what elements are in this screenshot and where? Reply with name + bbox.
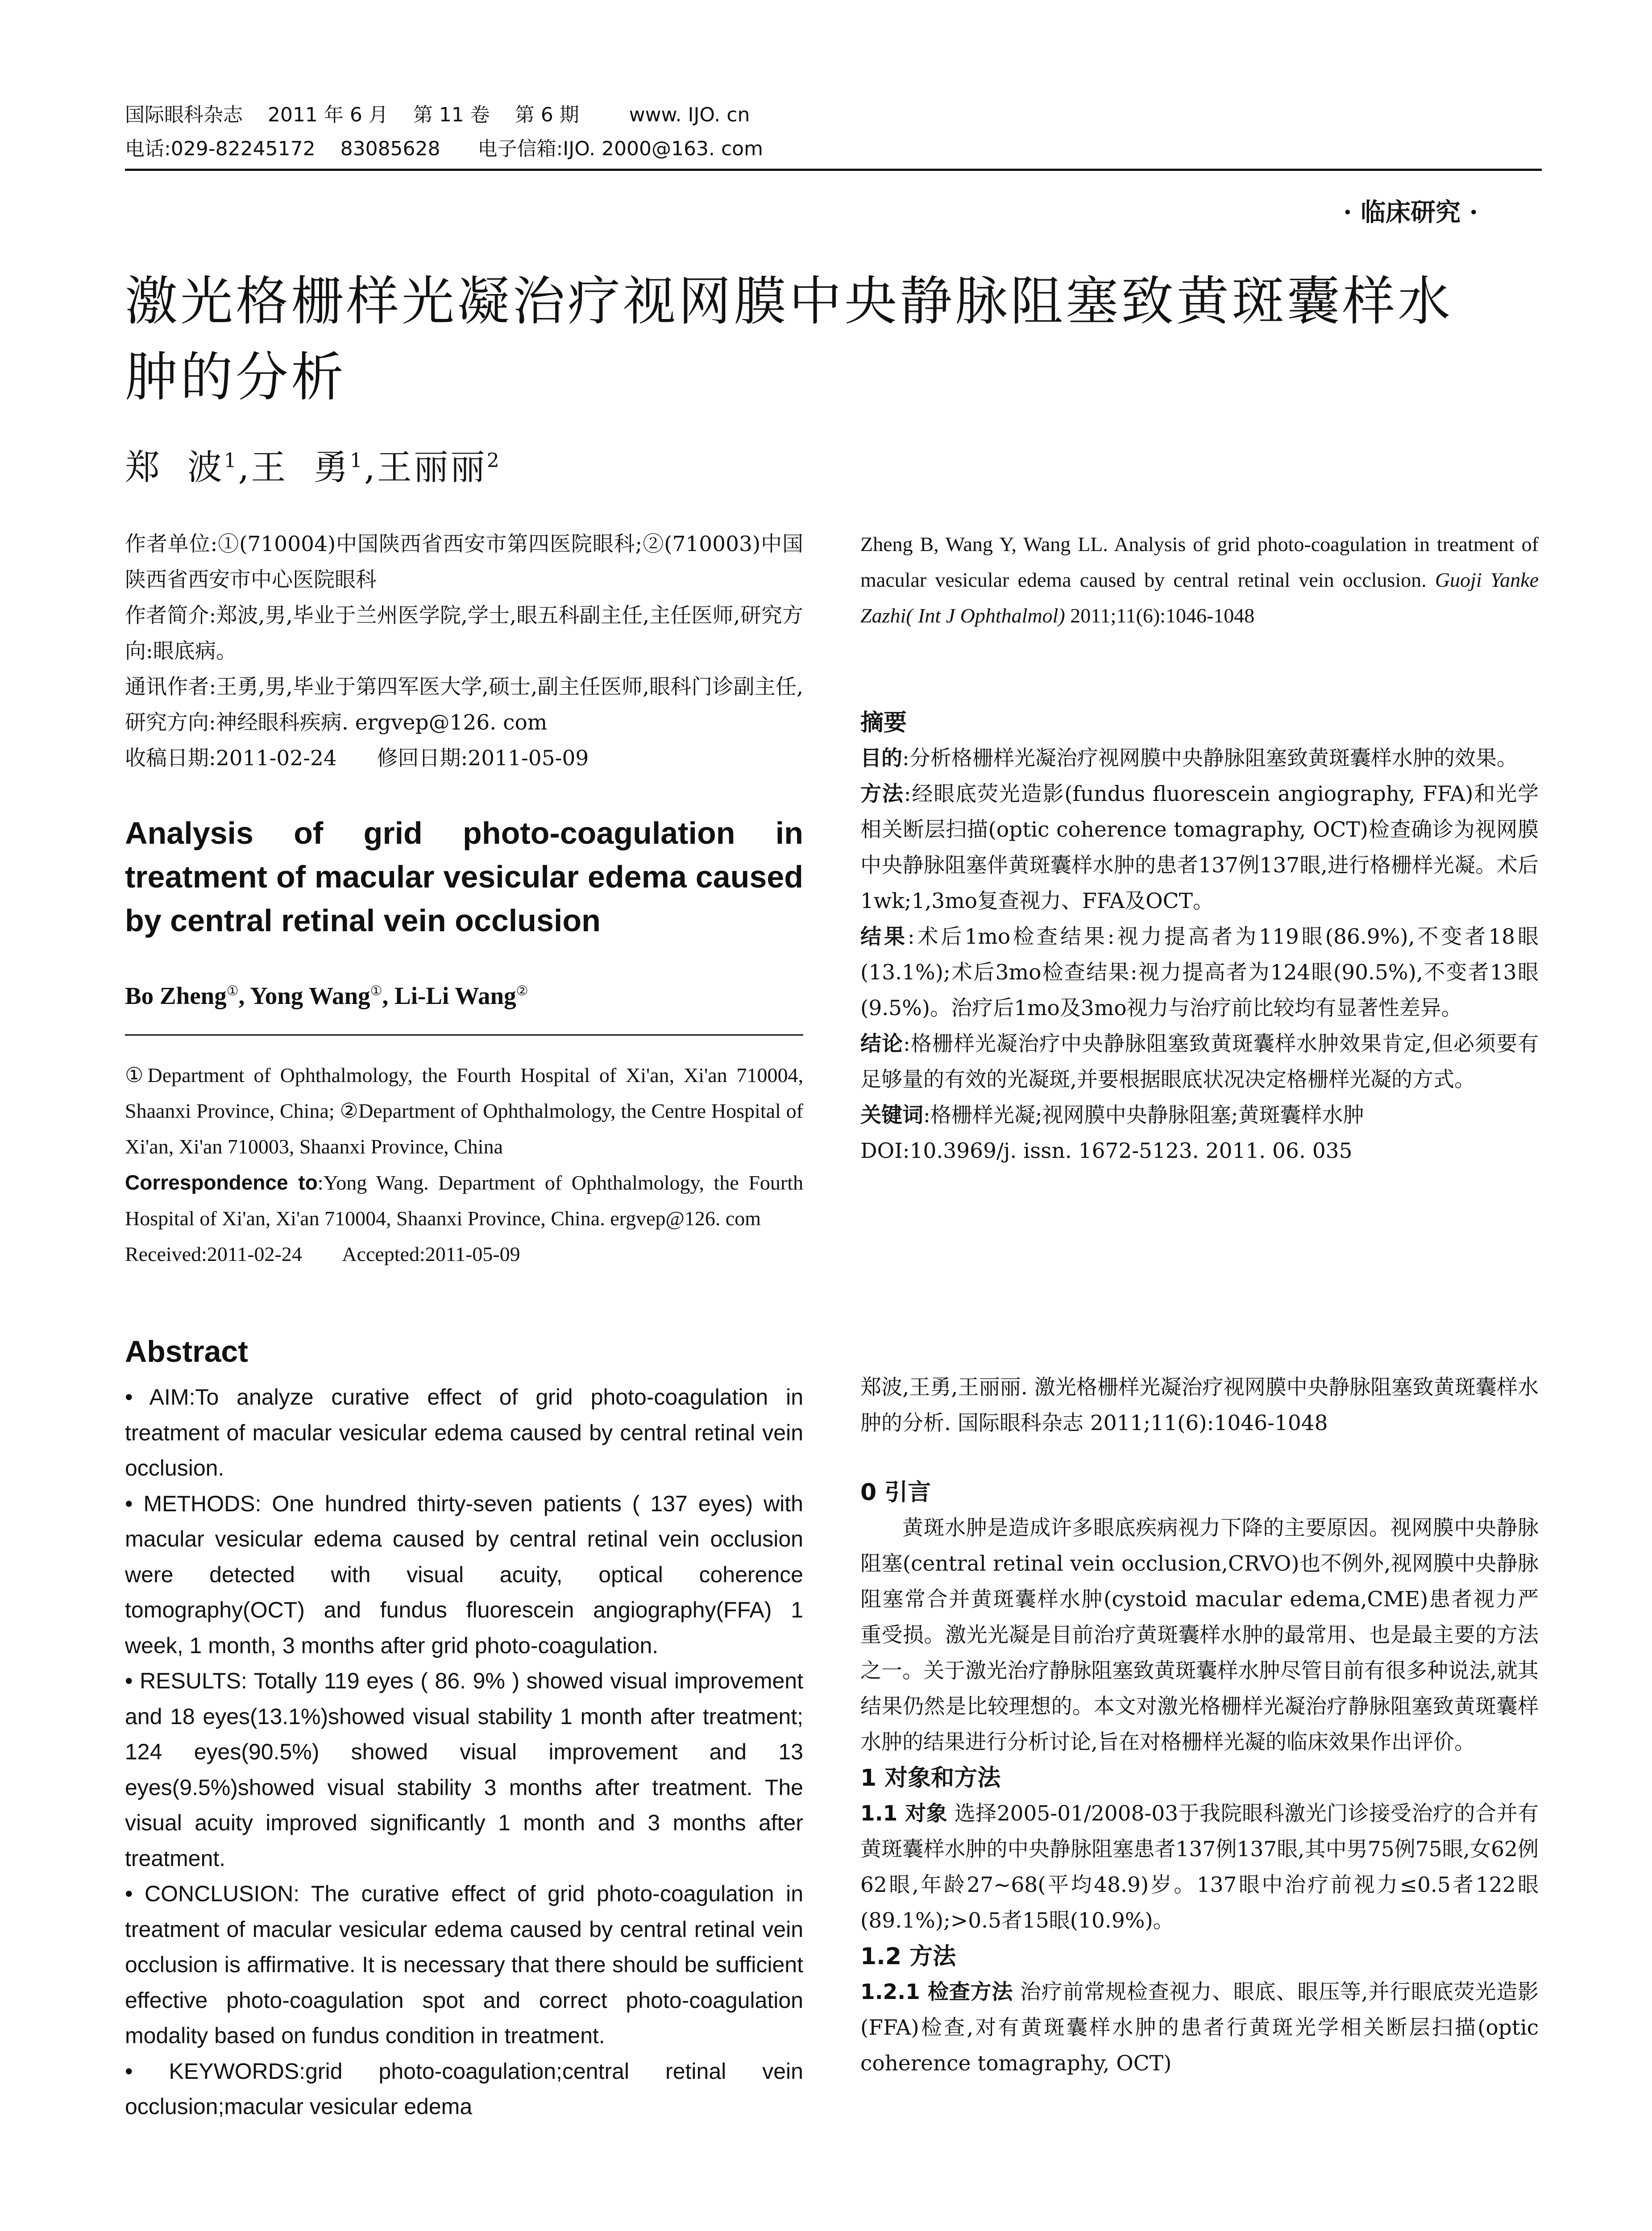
abstract-heading-en: Abstract	[125, 1335, 248, 1368]
abstract-methods	[125, 1486, 803, 1664]
citation-en-part1: Zheng B, Wang Y, Wang LL. Analysis of grid photo-coagulation in treatment of macular vesicular edema caused by central retinal vein occlusion.	[860, 533, 1539, 591]
citation-en-text	[860, 527, 1539, 634]
english-affiliation	[125, 1057, 803, 1272]
section-1-1	[860, 1796, 1539, 1939]
author-3-sup: 2	[486, 449, 501, 472]
journal-header-line1: 国际眼科杂志 2011 年 6 月 第 11 卷 第 6 期 www. IJO. cn	[125, 104, 750, 126]
journal-header-line2: 电话:029-82245172 83085628 电子信箱:IJO. 2000@163. com	[125, 137, 763, 160]
english-authors: Bo Zheng①, Yong Wang①, Li-Li Wang②	[125, 982, 528, 1009]
body-text	[860, 1510, 1539, 2082]
doi: DOI:10.3969/j. issn. 1672-5123. 2011. 06. 035	[860, 1139, 1353, 1163]
corresponding-author: 通讯作者:王勇,男,毕业于第四军医大学,硕士,副主任医师,眼科门诊副主任,研究方向:神经眼科疾病. ergvep@126. com	[125, 675, 803, 735]
citation-journal: Guoji Yanke Zazhi( Int J Ophthalmol)	[860, 568, 1539, 627]
conclusion-text-cn: :格栅样光凝治疗中央静脉阻塞致黄斑囊样水肿效果肯定,但必须要有足够量的有效的光凝斑,并要根据眼底状况决定格栅样光凝的方式。	[860, 1032, 1539, 1092]
results-label-cn: 结果	[860, 925, 908, 949]
methods-label: • METHODS	[125, 1491, 255, 1516]
section-1-2-1	[860, 1974, 1539, 2082]
keywords-text: :grid photo-coagulation;central retinal vein occlusion;macular vesicular edema	[125, 2058, 803, 2119]
aim-text-cn: :分析格栅样光凝治疗视网膜中央静脉阻塞致黄斑囊样水肿的效果。	[902, 746, 1518, 771]
section-1-1-label: 1.1 对象	[860, 1801, 948, 1826]
author-rule	[125, 1034, 803, 1036]
header-rule	[125, 169, 1542, 171]
section-tag: · 临床研究 ·	[1343, 198, 1478, 227]
results-text-cn: :术后1mo检查结果:视力提高者为119眼(86.9%),不变者18眼(13.1%);术后3mo检查结果:视力提高者为124眼(90.5%),不变者13眼(9.5%)。治疗后1mo及3mo视力与治疗前比较均有显著性差异。	[860, 925, 1539, 1020]
english-title: Analysis of grid photo-coagulation in treatment of macular vesicular edema caused by central retinal vein occlusion	[125, 816, 803, 938]
methods-label-cn: 方法	[860, 782, 904, 806]
abstract-cn-methods	[860, 776, 1539, 919]
abstract-heading-cn: 摘要	[860, 709, 907, 736]
en-author-3-sup: ②	[516, 983, 528, 999]
en-author-1-sup: ①	[226, 983, 239, 999]
results-label: • RESULTS	[125, 1668, 241, 1693]
affiliation-cn	[125, 527, 803, 776]
author-bio: 作者简介:郑波,男,毕业于兰州医学院,学士,眼五科副主任,主任医师,研究方向:眼底病。	[125, 603, 803, 663]
results-text: : Totally 119 eyes ( 86. 9% ) showed visual improvement and 18 eyes(13.1%)showed visual stability 1 month after treatment; 124 eyes(90.5%) showed visual improvement and 13 eyes(9.5%)showed visual stability 3 months after treatment. The visual acuity improved significantly 1 month and 3 months after treatment.	[125, 1668, 803, 1871]
title-line-2: 肿的分析	[125, 346, 347, 408]
section-1-2-heading: 1.2 方法	[860, 1943, 956, 1970]
keywords-label-cn: 关键词	[860, 1103, 923, 1128]
author-1: 郑 波	[125, 448, 224, 488]
author-1-sup: 1	[224, 449, 238, 472]
section-1-2-1-text: 治疗前常规检查视力、眼底、眼压等,并行眼底荧光造影(FFA)检查,对有黄斑囊样水肿的患者行黄斑光学相关断层扫描(optic coherence tomagraphy, OCT)	[860, 1980, 1539, 2076]
en-author-1: Bo Zheng	[125, 982, 227, 1009]
aim-label-cn: 目的	[860, 746, 902, 771]
affiliation-unit: 作者单位:①(710004)中国陕西省西安市第四医院眼科;②(710003)中国陕西省西安市中心医院眼科	[125, 532, 803, 592]
abstract-cn-keywords	[860, 1098, 1539, 1133]
citation-cn-text: 郑波,王勇,王丽丽. 激光格栅样光凝治疗视网膜中央静脉阻塞致黄斑囊样水肿的分析. 国际眼科杂志 2011;11(6):1046-1048	[860, 1375, 1539, 1435]
citation-cn	[860, 1370, 1539, 1441]
aim-label: • AIM	[125, 1385, 189, 1410]
keywords-label: • KEYWORDS	[125, 2058, 299, 2084]
section-1-1-text: 选择2005-01/2008-03于我院眼科激光门诊接受治疗的合并有黄斑囊样水肿的中央静脉阻塞患者137例137眼,其中男75例75眼,女62例62眼,年龄27~68(平均48.9)岁。137眼中治疗前视力≤0.5者122眼(89.1%);>0.5者15眼(10.9%)。	[860, 1801, 1539, 1933]
en-affiliation-text: ①Department of Ophthalmology, the Fourth Hospital of Xi'an, Xi'an 710004, Shaanxi Province, China; ②Department of Ophthalmology, the Centre Hospital of Xi'an, Xi'an 710003, Shaanxi Province, China	[125, 1064, 803, 1158]
conclusion-label: • CONCLUSION	[125, 1881, 294, 1906]
correspondence-text: :Yong Wang. Department of Ophthalmology, the Fourth Hospital of Xi'an, Xi'an 710004, Shaanxi Province, China. ergvep@126. com	[125, 1171, 803, 1230]
article-title	[125, 263, 1553, 415]
abstract-cn	[860, 741, 1539, 1169]
methods-text-cn: :经眼底荧光造影(fundus fluorescein angiography, FFA)和光学相关断层扫描(optic coherence tomagraphy, OCT)检查确诊为视网膜中央静脉阻塞伴黄斑囊样水肿的患者137例137眼,进行格栅样光凝。术后1wk;1,3mo复查视力、FFA及OCT。	[860, 782, 1539, 913]
section-1-heading: 1 对象和方法	[860, 1765, 1001, 1791]
abstract-aim	[125, 1380, 803, 1486]
authors-cn	[125, 440, 501, 489]
en-received-dates: Received:2011-02-24 Accepted:2011-05-09	[125, 1243, 520, 1265]
abstract-cn-conclusion	[860, 1026, 1539, 1098]
citation-en	[860, 527, 1539, 634]
conclusion-label-cn: 结论	[860, 1032, 904, 1056]
methods-text: : One hundred thirty-seven patients ( 137 eyes) with macular vesicular edema caused by central retinal vein occlusion were detected with visual acuity, optical coherence tomography(OCT) and fundus fluorescein angiography(FFA) 1 week, 1 month, 3 months after grid photo-coagulation.	[125, 1491, 803, 1658]
intro-heading: 0 引言	[860, 1479, 931, 1506]
author-2-sup: 1	[349, 449, 364, 472]
author-3: ,王丽丽	[364, 448, 487, 488]
en-author-2: Yong Wang	[250, 982, 370, 1009]
conclusion-text: : The curative effect of grid photo-coagulation in treatment of macular vesicular edema caused by central retinal vein occlusion is affirmative. It is necessary that there should be sufficient effective photo-coagulation spot and correct photo-coagulation modality based on fundus condition in treatment.	[125, 1881, 803, 2048]
abstract-cn-results	[860, 919, 1539, 1026]
en-author-2-sup: ①	[370, 983, 382, 999]
abstract-en	[125, 1380, 803, 2125]
received-dates-cn: 收稿日期:2011-02-24 修回日期:2011-05-09	[125, 746, 589, 771]
abstract-results	[125, 1663, 803, 1876]
section-1-2-1-label: 1.2.1 检查方法	[860, 1980, 1013, 2004]
correspondence-label: Correspondence to	[125, 1171, 318, 1194]
abstract-keywords	[125, 2054, 803, 2125]
keywords-text-cn: :格栅样光凝;视网膜中央静脉阻塞;黄斑囊样水肿	[923, 1103, 1364, 1128]
intro-paragraph: 黄斑水肿是造成许多眼底疾病视力下降的主要原因。视网膜中央静脉阻塞(central retinal vein occlusion,CRVO)也不例外,视网膜中央静脉阻塞常合并黄斑囊样水肿(cystoid macular edema,CME)患者视力严重受损。激光光凝是目前治疗黄斑囊样水肿的最常用、也是最主要的方法之一。关于激光治疗静脉阻塞致黄斑囊样水肿尽管目前有很多种说法,就其结果仍然是比较理想的。本文对激光格栅样光凝治疗静脉阻塞致黄斑囊样水肿的结果进行分析讨论,旨在对格栅样光凝的临床效果作出评价。	[860, 1516, 1539, 1754]
author-2: ,王 勇	[238, 448, 350, 488]
title-line-1: 激光格栅样光凝治疗视网膜中央静脉阻塞致黄斑囊样水	[125, 270, 1453, 332]
aim-text: :To analyze curative effect of grid photo-coagulation in treatment of macular vesicular edema caused by central retinal vein occlusion.	[125, 1385, 804, 1480]
citation-en-part2: 2011;11(6):1046-1048	[1065, 604, 1255, 627]
abstract-cn-aim	[860, 741, 1539, 776]
abstract-conclusion	[125, 1876, 803, 2054]
en-correspondence	[125, 1165, 803, 1236]
en-author-3: Li-Li Wang	[394, 982, 516, 1009]
